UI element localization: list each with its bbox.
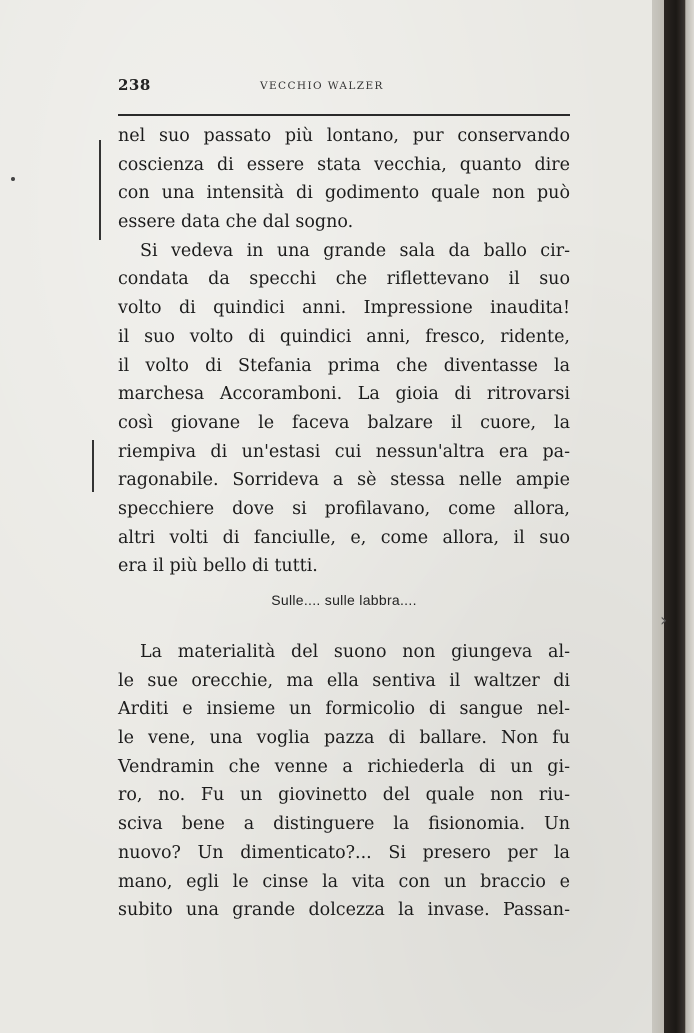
text-line: era il più bello di tutti.: [118, 556, 318, 577]
text-line: subito una grande dolcezza la invase. Passan-: [118, 900, 570, 921]
text-line: altri volti di fanciulle, e, come allora, il suo: [118, 527, 570, 548]
margin-mark-middle: [92, 440, 94, 492]
text-line: specchiere dove si profilavano, come allora,: [118, 498, 570, 519]
text-line: le vene, una voglia pazza di ballare. Non fu: [118, 728, 570, 749]
text-line: mano, egli le cinse la vita con un braccio e: [118, 871, 570, 892]
text-line: essere data che dal sogno.: [118, 212, 354, 233]
text-line: La materialità del suono non giungeva al-: [140, 642, 570, 662]
page-header: [118, 76, 574, 100]
text-line: nel suo passato più lontano, pur conservando: [118, 126, 570, 146]
text-line: nuovo? Un dimenticato?... Si presero per la: [118, 842, 570, 863]
text-line: ragonabile. Sorrideva a sè stessa nelle ampie: [118, 470, 570, 491]
text-line: il volto di Stefania prima che diventasse la: [118, 355, 570, 376]
text-line: coscienza di essere stata vecchia, quanto dire: [118, 154, 570, 175]
text-line: volto di quindici anni. Impressione inaudita!: [118, 298, 570, 319]
text-line: condata da specchi che riflettevano il suo: [118, 269, 570, 290]
book-binding: [664, 0, 694, 1033]
paragraph-2: [118, 237, 570, 581]
paragraph-1: [118, 122, 570, 237]
page-gutter-shadow: [652, 0, 664, 1033]
text-line: Si vedeva in una grande sala da ballo cir-: [140, 240, 570, 261]
text-line: ro, no. Fu un giovinetto del quale non riu-: [118, 785, 570, 806]
page-number: 238: [118, 76, 151, 94]
text-line: riempiva di un'estasi cui nessun'altra era pa-: [118, 441, 570, 462]
header-rule: [118, 114, 570, 116]
text-line: Arditi e insieme un formicolio di sangue nel-: [118, 699, 570, 720]
margin-mark-top: [99, 140, 101, 240]
text-line: così giovane le faceva balzare il cuore, la: [118, 412, 570, 433]
edge-mark: ›: [660, 610, 668, 631]
margin-dot: [11, 177, 15, 181]
body-text-lower: [118, 638, 570, 925]
paragraph-3: [118, 638, 570, 925]
text-line: sciva bene a distinguere la fisionomia. Un: [118, 814, 570, 835]
running-title: VECCHIO WALZER: [260, 80, 384, 92]
text-line: Vendramin che venne a richiederla di un gi-: [118, 756, 570, 777]
section-heading: Sulle.... sulle labbra....: [271, 592, 417, 608]
text-line: le sue orecchie, ma ella sentiva il waltzer di: [118, 670, 570, 691]
body-text-upper: [118, 122, 570, 581]
text-line: marchesa Accoramboni. La gioia di ritrovarsi: [118, 384, 570, 405]
text-line: il suo volto di quindici anni, fresco, ridente,: [118, 326, 570, 347]
text-line: con una intensità di godimento quale non può: [118, 183, 570, 204]
